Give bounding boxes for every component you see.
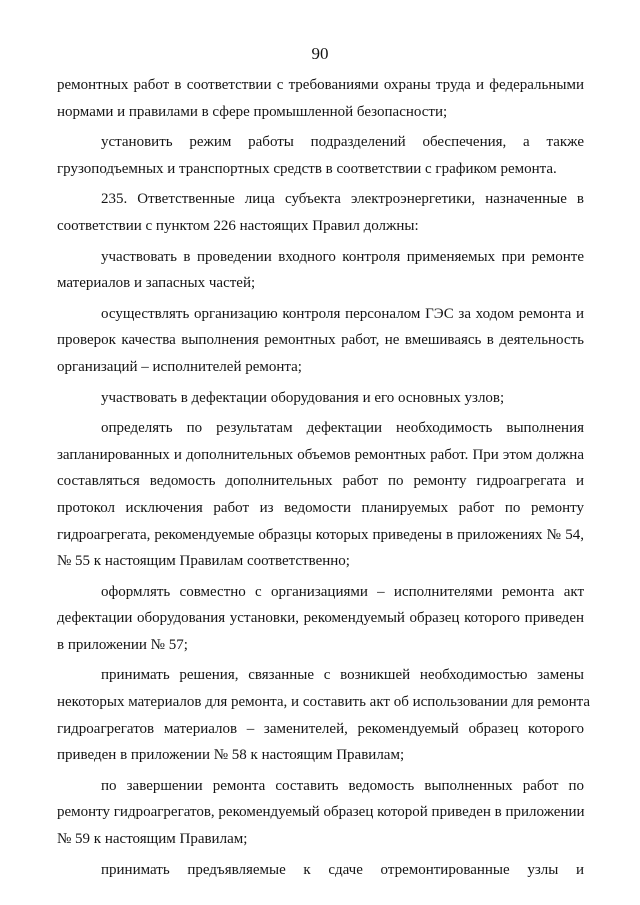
text-line: приведен в приложении № 58 к настоящим Правилам; bbox=[57, 747, 405, 764]
text-line: нормами и правилами в сфере промышленной безопасности; bbox=[57, 103, 448, 120]
text-line: принимать решения, связанные с возникшей необходимостью замены bbox=[101, 667, 584, 684]
text-line: запланированных и дополнительных объемов ремонтных работ. При этом должна bbox=[57, 446, 584, 463]
document-body bbox=[57, 72, 590, 883]
paragraph bbox=[57, 186, 584, 239]
text-line: установить режим работы подразделений обеспечения, а также bbox=[101, 134, 584, 151]
paragraph bbox=[57, 857, 584, 884]
paragraph bbox=[57, 579, 584, 659]
paragraph bbox=[57, 72, 584, 125]
text-line: протокол исключения работ из ведомости планируемых работ по ремонту bbox=[57, 499, 584, 516]
text-line: по завершении ремонта составить ведомость выполненных работ по bbox=[101, 777, 584, 794]
text-line: составляться ведомость дополнительных работ по ремонту гидроагрегата и bbox=[57, 473, 584, 490]
text-line: оформлять совместно с организациями – исполнителями ремонта акт bbox=[101, 583, 584, 600]
page-number: 90 bbox=[311, 44, 329, 63]
text-line: ремонтных работ в соответствии с требованиями охраны труда и федеральными bbox=[57, 77, 584, 93]
text-line: № 59 к настоящим Правилам; bbox=[57, 831, 248, 848]
text-line: принимать предъявляемые к сдаче отремонтированные узлы и bbox=[101, 861, 584, 878]
text-line: соответствии с пунктом 226 настоящих Правил должны: bbox=[57, 217, 419, 234]
text-line: грузоподъемных и транспортных средств в соответствии с графиком ремонта. bbox=[57, 160, 557, 177]
text-line: материалов и запасных частей; bbox=[57, 275, 256, 292]
paragraph bbox=[57, 301, 584, 381]
text-line: в приложении № 57; bbox=[57, 636, 188, 653]
paragraph bbox=[57, 662, 590, 768]
paragraph bbox=[57, 244, 584, 297]
text-line: ремонту гидроагрегатов, рекомендуемый образец которой приведен в приложении bbox=[57, 804, 585, 821]
paragraph bbox=[57, 415, 584, 575]
text-line: 235. Ответственные лица субъекта электроэнергетики, назначенные в bbox=[101, 191, 584, 208]
paragraph bbox=[57, 129, 584, 182]
text-line: организаций – исполнителей ремонта; bbox=[57, 358, 302, 375]
text-line: гидроагрегата, рекомендуемые образцы которых приведены в приложениях № 54, bbox=[57, 526, 584, 543]
text-line: участвовать в проведении входного контроля применяемых при ремонте bbox=[101, 248, 584, 265]
text-line: гидроагрегатов материалов – заменителей, рекомендуемый образец которого bbox=[57, 720, 584, 737]
text-line: дефектации оборудования установки, рекомендуемый образец которого приведен bbox=[57, 610, 584, 627]
paragraph bbox=[57, 385, 584, 412]
text-line: участвовать в дефектации оборудования и его основных узлов; bbox=[101, 389, 505, 406]
text-line: проверок качества выполнения ремонтных работ, не вмешиваясь в деятельность bbox=[57, 332, 584, 349]
text-line: некоторых материалов для ремонта, и составить акт об использовании для ремонта bbox=[57, 694, 590, 711]
text-line: определять по результатам дефектации необходимость выполнения bbox=[101, 420, 584, 437]
paragraph bbox=[57, 773, 584, 853]
text-line: № 55 к настоящим Правилам соответственно; bbox=[57, 553, 350, 570]
text-line: осуществлять организацию контроля персоналом ГЭС за ходом ремонта и bbox=[101, 305, 584, 322]
